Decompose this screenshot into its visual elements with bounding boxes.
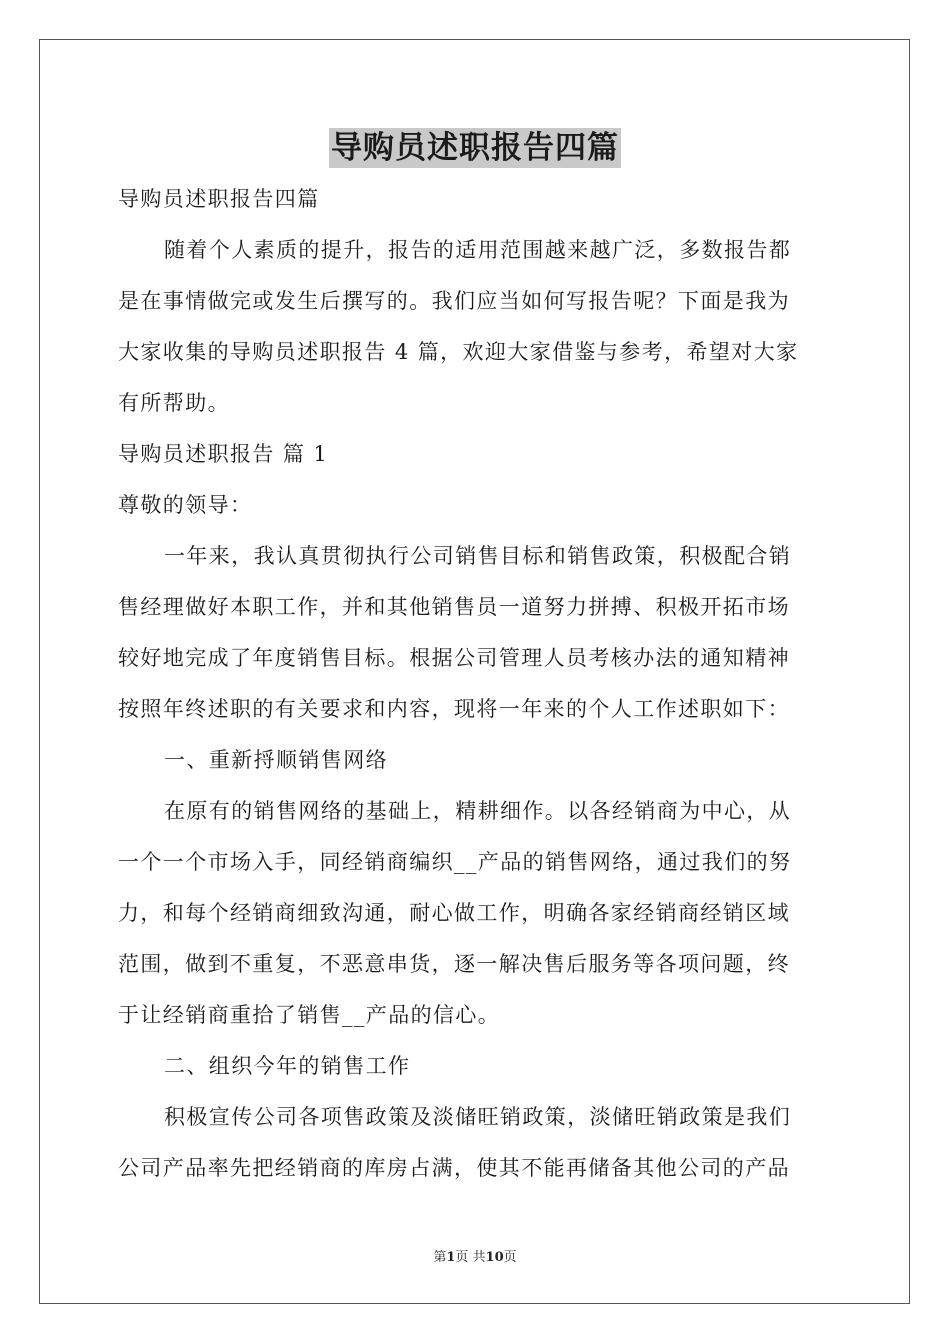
page-footer xyxy=(0,1246,950,1265)
text-line: 力，和每个经销商细致沟通，耐心做工作，明确各家经销商经销区域 xyxy=(118,901,790,925)
footer-total-pages: 10 xyxy=(485,1250,504,1265)
text-line: 随着个人素质的提升，报告的适用范围越来越广泛，多数报告都 xyxy=(164,238,792,262)
document-body xyxy=(118,174,834,1194)
text-line: 于让经销商重拾了销售__产品的信心。 xyxy=(118,1003,501,1027)
text-line: 在原有的销售网络的基础上，精耕细作。以各经销商为中心，从 xyxy=(164,799,792,823)
text-line: 一个一个市场入手，同经销商编织__产品的销售网络，通过我们的努 xyxy=(118,850,792,874)
text-line: 范围，做到不重复，不恶意串货，逐一解决售后服务等各项问题，终 xyxy=(118,952,790,976)
footer-prefix: 第 xyxy=(433,1250,447,1265)
text-line: 是在事情做完或发生后撰写的。我们应当如何写报告呢？下面是我为 xyxy=(118,289,790,313)
text-line: 公司产品率先把经销商的库房占满，使其不能再储备其他公司的产品 xyxy=(118,1156,790,1180)
text-line: 导购员述职报告 篇 1 xyxy=(118,442,329,466)
text-line: 二、组织今年的销售工作 xyxy=(164,1054,411,1078)
text-line: 售经理做好本职工作，并和其他销售员一道努力拼搏、积极开拓市场 xyxy=(118,595,790,619)
footer-mid: 页 共 xyxy=(455,1250,486,1265)
text-line: 一、重新捋顺销售网络 xyxy=(164,748,388,772)
text-line: 按照年终述职的有关要求和内容，现将一年来的个人工作述职如下： xyxy=(118,697,790,721)
document-title: 导购员述职报告四篇 xyxy=(331,130,619,166)
text-line: 较好地完成了年度销售目标。根据公司管理人员考核办法的通知精神 xyxy=(118,646,790,670)
text-line: 有所帮助。 xyxy=(118,391,230,415)
text-line: 尊敬的领导： xyxy=(118,493,253,517)
title-wrap xyxy=(0,128,950,168)
text-line: 一年来，我认真贯彻执行公司销售目标和销售政策，积极配合销 xyxy=(164,544,792,568)
text-line: 积极宣传公司各项售政策及淡储旺销政策，淡储旺销政策是我们 xyxy=(164,1105,792,1129)
text-line: 大家收集的导购员述职报告 4 篇，欢迎大家借鉴与参考，希望对大家 xyxy=(118,340,799,364)
footer-suffix: 页 xyxy=(503,1250,517,1265)
text-line: 导购员述职报告四篇 xyxy=(118,187,320,211)
footer-page-number: 1 xyxy=(446,1250,456,1265)
